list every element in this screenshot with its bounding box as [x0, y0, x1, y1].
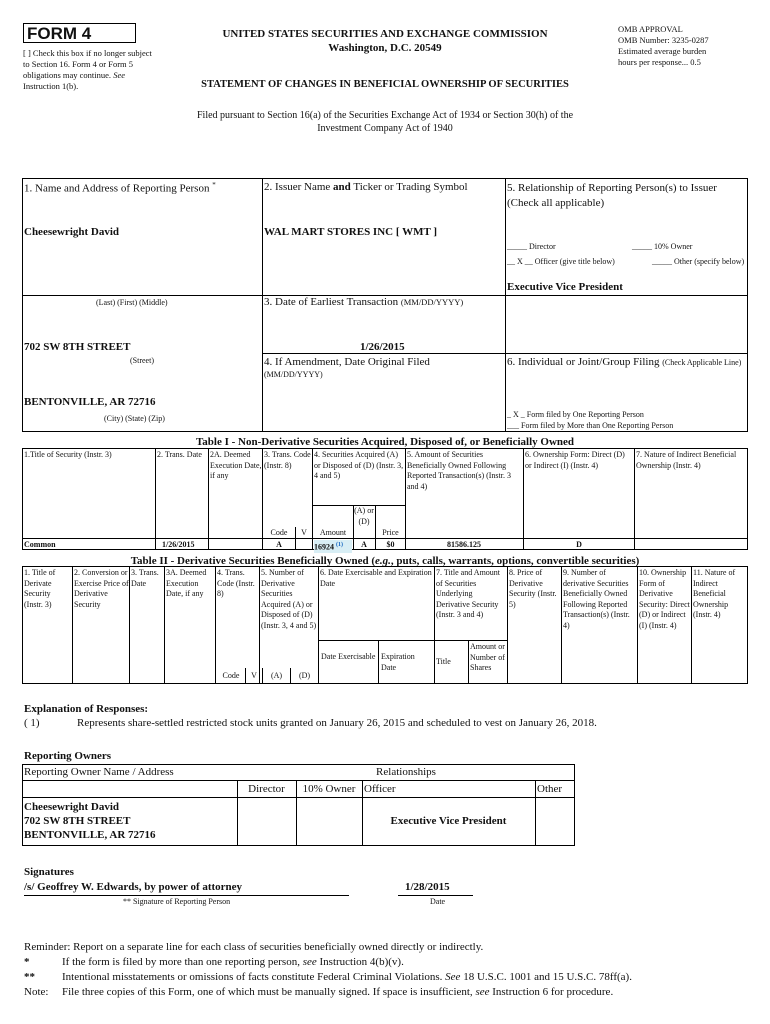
t1-h2a: 2A. Deemed Execution Date, if any	[210, 450, 262, 480]
explanation-heading: Explanation of Responses:	[24, 703, 149, 715]
t2-h11: 11. Nature of Indirect Beneficial Ownership (Instr. 4)	[693, 568, 736, 619]
date-label: Date	[430, 897, 446, 906]
t1-sub-price: Price	[382, 528, 399, 537]
t1-sub-amount: Amount	[319, 528, 347, 537]
t1-row-date: 1/26/2015	[162, 540, 195, 549]
issuer-name: WAL MART STORES INC [ WMT ]	[264, 226, 438, 238]
t2-sub-d: (D)	[298, 671, 311, 680]
reporter-name: Cheesewright David	[24, 226, 120, 238]
t1-h5: 5. Amount of Securities Beneficially Owned Following Reported Transaction(s) (Instr. 3 and 4)	[407, 450, 511, 491]
filed-pursuant	[140, 109, 630, 135]
omb-approval	[618, 24, 758, 68]
t1-row-code: A	[276, 540, 282, 549]
t2-sub-a: (A)	[270, 671, 283, 680]
reminder-mark-1: *	[24, 956, 30, 968]
owners-col-relationships: Relationships	[376, 766, 436, 778]
signer: /s/ Geoffrey W. Edwards, by power of attorney	[24, 881, 243, 893]
t2-sub-title: Title	[436, 657, 451, 666]
t1-h1: 1.Title of Security (Instr. 3)	[24, 450, 112, 459]
t1-sub-aord: (A) or (D)	[354, 506, 374, 526]
signature-date: 1/28/2015	[405, 881, 450, 893]
t2-h4: 4. Trans. Code (Instr. 8)	[217, 568, 255, 598]
t2-h5: 5. Number of Derivative Securities Acquired (A) or Disposed of (D) (Instr. 3, 4 and 5)	[261, 568, 317, 630]
t1-row-aord: A	[361, 540, 367, 549]
reminder-mark-2: **	[24, 971, 35, 983]
omb-line-2: OMB Number: 3235-0287	[618, 35, 709, 45]
box4-sublabel: (MM/DD/YYYY)	[264, 370, 323, 379]
t1-row-form: D	[576, 540, 582, 549]
officer-option: __ X __ Officer (give title below)	[507, 257, 615, 266]
reminder-line: Reminder: Report on a separate line for each class of securities beneficially owned directly or indirectly.	[24, 941, 484, 953]
agency-name	[175, 27, 595, 55]
t2-h3a: 3A. Deemed Execution Date, if any	[166, 568, 207, 598]
owner-address: Cheesewright David 702 SW 8TH STREET BENTONVILLE, AR 72716	[24, 801, 156, 841]
filing-option-more: ___ Form filed by More than One Reporting Person	[507, 421, 674, 430]
form-label: FORM 4	[27, 24, 92, 43]
box6-label: 6. Individual or Joint/Group Filing (Check Applicable Line)	[507, 356, 742, 368]
footnote-text: Represents share-settled restricted stock units granted on January 26, 2015 and scheduled to vest on January 26, 2018.	[77, 717, 597, 729]
t2-sub-expiration: Expiration Date	[381, 652, 415, 672]
owners-col-officer: Officer	[364, 783, 396, 795]
reminder-note-2: Intentional misstatements or omissions of facts constitute Federal Criminal Violations. See 18 U.S.C. 1001 and 15 U.S.C. 78ff(a).	[62, 971, 632, 983]
check-note-text: [ ] Check this box if no longer subject to Section 16. Form 4 or Form 5 obligations may continue.	[23, 48, 152, 80]
t2-h1: 1. Title of Derivate Security (Instr. 3)	[24, 568, 56, 609]
omb-line-3: Estimated average burden	[618, 46, 707, 56]
box4-label: 4. If Amendment, Date Original Filed	[264, 356, 430, 368]
t2-h9: 9. Number of derivative Securities Beneficially Owned Following Reported Transaction(s) (Instr. 4)	[563, 568, 630, 630]
t1-sub-code: Code	[270, 528, 288, 537]
t2-h2: 2. Conversion or Exercise Price of Derivative Security	[74, 568, 129, 609]
ten-pct-option: _____ 10% Owner	[632, 242, 693, 251]
omb-line-1: OMB APPROVAL	[618, 24, 683, 34]
t2-sub-amount: Amount or Number of Shares	[470, 642, 505, 672]
filed-line-2: Investment Company Act of 1940	[317, 123, 453, 134]
owners-col-director: Director	[248, 783, 285, 795]
t1-h7: 7. Nature of Indirect Beneficial Ownership (Instr. 4)	[636, 450, 737, 470]
box5-label: 5. Relationship of Reporting Person(s) to Issuer (Check all applicable)	[507, 182, 717, 209]
reminder-note-3: File three copies of this Form, one of which must be manually signed. If space is insufficient, see Instruction 6 for procedure.	[62, 986, 614, 998]
owners-col-name: Reporting Owner Name / Address	[24, 766, 174, 778]
t1-h2: 2. Trans. Date	[157, 450, 202, 459]
table2-title: Table II - Derivative Securities Beneficially Owned (e.g., puts, calls, warrants, options, convertible securities)	[130, 555, 640, 567]
name-parts-label: (Last) (First) (Middle)	[96, 298, 168, 307]
earliest-transaction-date: 1/26/2015	[360, 341, 405, 353]
reminder-note-1: If the form is filed by more than one reporting person, see Instruction 4(b)(v).	[62, 956, 404, 968]
signatures-heading: Signatures	[24, 866, 74, 878]
signature-label: ** Signature of Reporting Person	[123, 897, 231, 906]
box1-label: 1. Name and Address of Reporting Person *	[24, 181, 216, 195]
omb-line-4: hours per response... 0.5	[618, 57, 701, 67]
t1-h3: 3. Trans. Code (Instr. 8)	[264, 450, 311, 470]
check-box-note	[23, 48, 153, 92]
agency-line-2: Washington, D.C. 20549	[328, 42, 442, 54]
owners-col-other: Other	[537, 783, 563, 795]
t1-row-owned: 81586.125	[447, 540, 481, 549]
table1-title: Table I - Non-Derivative Securities Acquired, Disposed of, or Beneficially Owned	[195, 436, 575, 448]
t2-h8: 8. Price of Derivative Security (Instr. 5)	[509, 568, 557, 609]
reporter-street: 702 SW 8TH STREET	[24, 341, 131, 353]
t2-sub-exercisable: Date Exercisable	[321, 652, 376, 661]
filed-line-1: Filed pursuant to Section 16(a) of the Securities Exchange Act of 1934 or Section 30(h) of the	[196, 110, 574, 121]
t2-h3: 3. Trans. Date	[131, 568, 159, 588]
other-option-text: _____ Other (specify below)	[652, 257, 745, 266]
street-label: (Street)	[130, 356, 154, 365]
reminder-mark-3: Note:	[24, 986, 49, 998]
t2-h10: 10. Ownership Form of Derivative Security: Direct (D) or Indirect (I) (Instr. 4)	[639, 568, 690, 630]
t1-h6: 6. Ownership Form: Direct (D) or Indirect (I) (Instr. 4)	[525, 450, 625, 470]
owner-officer-title: Executive Vice President	[390, 815, 507, 827]
agency-line-1: UNITED STATES SECURITIES AND EXCHANGE COMMISSION	[222, 28, 548, 40]
box3-label: 3. Date of Earliest Transaction (MM/DD/YYYY)	[264, 296, 464, 308]
t1-row-price: $0	[386, 540, 395, 549]
statement-title: STATEMENT OF CHANGES IN BENEFICIAL OWNERSHIP OF SECURITIES	[201, 79, 569, 90]
t1-row-amount: 16924 $^{(1)}$	[314, 540, 352, 553]
t1-sub-v: V	[301, 528, 307, 537]
owners-col-ten: 10% Owner	[302, 783, 356, 795]
check-note-see: See	[113, 70, 125, 80]
officer-title: Executive Vice President	[507, 281, 623, 293]
t2-sub-code: Code	[222, 671, 240, 680]
form-number-box	[23, 23, 136, 43]
reporter-city: BENTONVILLE, AR 72716	[24, 396, 156, 408]
city-label: (City) (State) (Zip)	[104, 414, 165, 423]
filing-option-one: _ X _ Form filed by One Reporting Person	[507, 410, 644, 419]
director-option: _____ Director	[507, 242, 556, 251]
t1-row-title: Common	[24, 540, 56, 549]
t2-sub-v: V	[251, 671, 257, 680]
t2-h6: 6. Date Exercisable and Expiration Date	[320, 568, 432, 588]
footnote-number: ( 1)	[24, 717, 40, 729]
t2-h7: 7. Title and Amount of Securities Underlying Derivative Security (Instr. 3 and 4)	[436, 568, 501, 619]
check-note-instruction: Instruction 1(b).	[23, 81, 79, 91]
box2-label: 2. Issuer Name and Ticker or Trading Symbol	[264, 181, 468, 193]
t1-h4: 4. Securities Acquired (A) or Disposed of (D) (Instr. 3, 4 and 5)	[314, 450, 404, 480]
owners-heading: Reporting Owners	[24, 750, 112, 762]
